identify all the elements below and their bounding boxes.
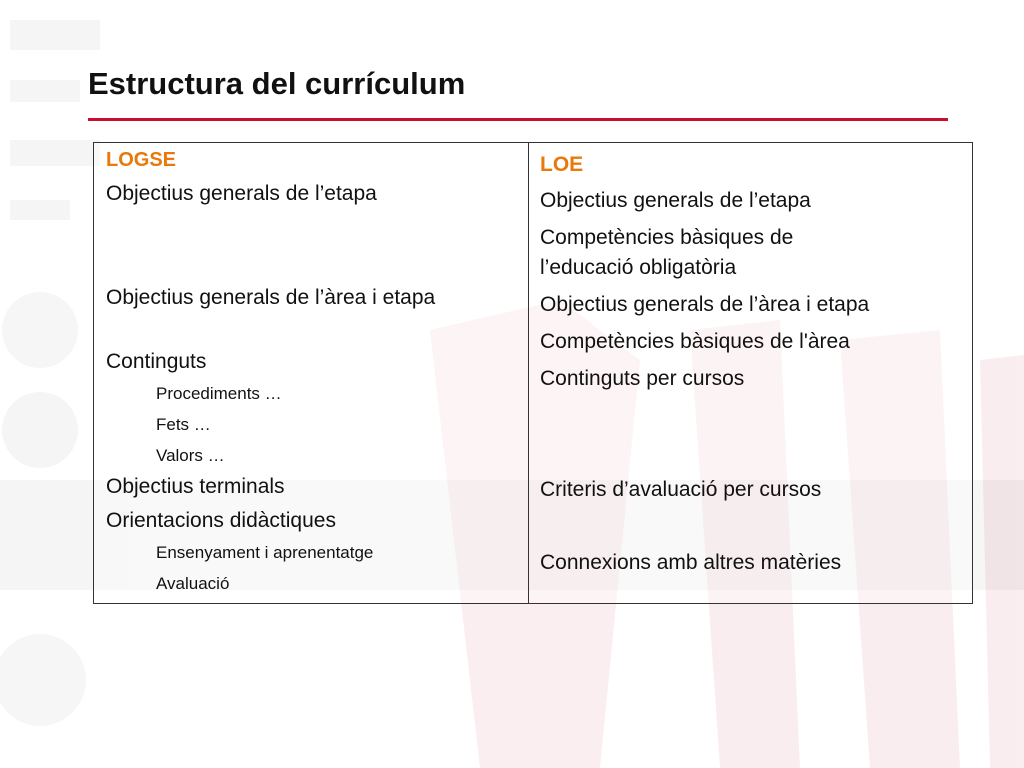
logse-valors: Valors …: [156, 446, 225, 465]
loe-connexions: Connexions amb altres matèries: [540, 551, 842, 574]
logse-fets: Fets …: [156, 415, 211, 434]
logse-continguts: Continguts: [106, 350, 207, 373]
logse-objectius-etapa: Objectius generals de l’etapa: [106, 182, 377, 205]
loe-competencies-basiques-1: Competències bàsiques de: [540, 226, 794, 249]
loe-competencies-area: Competències bàsiques de l'àrea: [540, 330, 850, 353]
logse-avaluacio: Avaluació: [156, 574, 230, 593]
loe-objectius-area: Objectius generals de l’àrea i etapa: [540, 293, 870, 316]
slide-title: Estructura del currículum: [88, 66, 466, 101]
loe-header: LOE: [540, 153, 584, 176]
loe-criteris: Criteris d’avaluació per cursos: [540, 478, 822, 501]
logse-header: LOGSE: [106, 149, 177, 171]
logse-objectius-terminals: Objectius terminals: [106, 475, 285, 498]
comparison-table: [93, 142, 973, 604]
logse-column: [94, 143, 529, 603]
loe-continguts: Continguts per cursos: [540, 367, 745, 390]
loe-column: [529, 143, 972, 603]
logse-objectius-area: Objectius generals de l’àrea i etapa: [106, 286, 436, 309]
logse-orientacions: Orientacions didàctiques: [106, 509, 336, 532]
loe-objectius-etapa: Objectius generals de l’etapa: [540, 189, 811, 212]
logse-procediments: Procediments …: [156, 384, 282, 403]
loe-competencies-basiques-2: l’educació obligatòria: [540, 256, 737, 279]
title-divider: [88, 118, 948, 121]
logse-ensenyament: Ensenyament i aprenentatge: [156, 543, 374, 562]
